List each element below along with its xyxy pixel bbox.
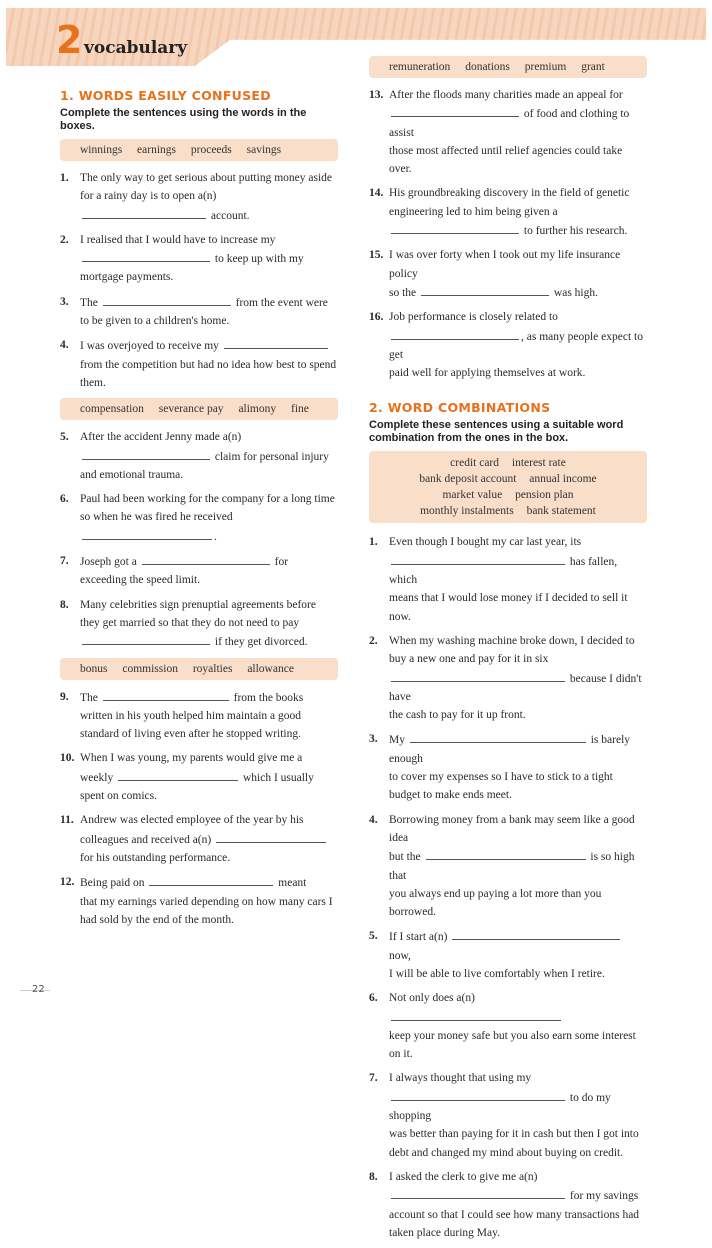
- answer-blank[interactable]: [391, 552, 565, 565]
- word-box-word: severance pay: [158, 403, 224, 416]
- section-1-instruction: Complete the sentences using the words in the boxes.: [60, 107, 307, 132]
- exercise-item: [60, 811, 338, 867]
- item-number: 3.: [60, 295, 69, 308]
- answer-blank[interactable]: [82, 632, 210, 645]
- item-number: 7.: [60, 555, 69, 568]
- item-text: I always thought that using my: [389, 1072, 532, 1085]
- word-box-word: compensation: [80, 403, 144, 416]
- answer-blank[interactable]: [410, 730, 586, 743]
- item-number: 7.: [369, 1072, 378, 1085]
- item-text: When my washing machine broke down, I decided to buy a new one and pay for it in six: [389, 634, 635, 666]
- word-box-word: monthly instalments: [420, 505, 514, 518]
- section-2-title: 2. WORD COMBINATIONS: [369, 400, 551, 416]
- item-text: spent on comics.: [80, 790, 157, 803]
- answer-blank[interactable]: [391, 327, 519, 340]
- exercise-item: [60, 231, 338, 287]
- item-text: My: [389, 734, 405, 747]
- unit-title: vocabulary: [84, 38, 188, 58]
- answer-blank[interactable]: [391, 1186, 565, 1199]
- exercise-item: [369, 632, 647, 724]
- item-number: 13.: [369, 89, 384, 101]
- item-text: I was over forty when I took out my life insurance policy: [389, 249, 621, 280]
- item-text: I realised that I would have to increase my: [80, 233, 276, 246]
- exercise-item: [60, 749, 338, 805]
- item-text: , as many people expect to get: [389, 330, 643, 361]
- item-number: 15.: [369, 249, 384, 262]
- item-number: 9.: [60, 690, 69, 703]
- item-number: 6.: [369, 992, 378, 1005]
- item-text: Borrowing money from a bank may seem like a good idea: [389, 813, 635, 844]
- exercise-item: [369, 184, 647, 240]
- exercise-item: [369, 730, 647, 804]
- section-2-instruction: Complete these sentences using a suitable word combination from the ones in the box.: [369, 419, 624, 445]
- word-box-2: [60, 398, 338, 420]
- item-text: because I didn't have: [389, 672, 642, 703]
- item-text: from the books: [233, 691, 304, 704]
- item-text: The: [80, 691, 98, 704]
- answer-blank[interactable]: [103, 293, 231, 306]
- item-text: His groundbreaking discovery in the field of genetic engineering led to him being given a: [389, 187, 630, 218]
- item-number: 6.: [60, 493, 69, 506]
- word-box-word: annual income: [529, 473, 597, 486]
- answer-blank[interactable]: [452, 927, 620, 940]
- item-text: Even though I bought my car last year, its: [389, 536, 582, 549]
- exercise-item: [60, 596, 338, 652]
- item-text: I was overjoyed to receive my: [80, 340, 219, 353]
- item-text: is barely enough: [389, 734, 631, 765]
- word-box-word: bank deposit account: [419, 473, 517, 486]
- word-box-word: grant: [581, 61, 605, 73]
- item-text: claim for personal injury: [214, 450, 329, 463]
- exercise-item: [60, 552, 338, 590]
- item-text: to further his research.: [523, 225, 628, 238]
- item-text: of food and clothing to assist: [389, 108, 630, 139]
- item-text: account so that I could see how many transactions had taken place during May.: [389, 1208, 640, 1239]
- item-number: 4.: [369, 813, 378, 826]
- word-box-word: royalties: [192, 662, 233, 675]
- item-text: meant: [278, 877, 307, 890]
- item-text: those most affected until relief agencies could take over.: [389, 144, 623, 176]
- item-number: 5.: [369, 930, 378, 943]
- word-box-word: bonus: [80, 662, 108, 675]
- answer-blank[interactable]: [142, 552, 270, 565]
- item-text: if they get divorced.: [214, 636, 308, 649]
- exercise-item: [369, 86, 647, 178]
- item-text: I will be able to live comfortably when I retire.: [389, 967, 605, 980]
- item-number: 11.: [60, 814, 74, 827]
- item-text: When I was young, my parents would give me a: [80, 752, 303, 765]
- exercise-item: [60, 490, 338, 546]
- item-text: keep your money safe but you also earn some interest on it.: [389, 1029, 636, 1061]
- item-text: exceeding the speed limit.: [80, 574, 201, 587]
- word-box-word: commission: [122, 662, 178, 675]
- item-number: 1.: [369, 536, 378, 549]
- item-text: If I start a(n): [389, 931, 448, 944]
- exercise-item: [369, 533, 647, 625]
- item-text: is so high that: [389, 851, 635, 882]
- item-text: weekly: [80, 771, 114, 784]
- item-text: for my savings: [569, 1190, 639, 1203]
- item-text: .: [214, 530, 217, 543]
- exercise-item: [369, 811, 647, 922]
- item-text: from the event were: [235, 296, 328, 309]
- item-number: 2.: [60, 233, 69, 246]
- word-box-word: savings: [246, 144, 282, 156]
- item-number: 4.: [60, 339, 69, 352]
- item-text: I asked the clerk to give me a(n): [389, 1170, 538, 1183]
- item-text: paid well for applying themselves at work.: [389, 367, 586, 380]
- item-text: Many celebrities sign prenuptial agreements before they get married so that they do not need to pay: [80, 598, 316, 629]
- word-box-word: pension plan: [515, 489, 574, 502]
- exercise-item: [60, 873, 338, 929]
- item-text: Not only does a(n): [389, 992, 475, 1005]
- page-number: 22: [32, 984, 45, 995]
- right-column: [369, 56, 647, 1248]
- item-text: but the: [389, 851, 421, 864]
- answer-blank[interactable]: [391, 221, 519, 234]
- item-text: that my earnings varied depending on how many cars I had sold by the end of the month.: [80, 895, 333, 926]
- answer-blank[interactable]: [216, 830, 326, 843]
- item-text: to be given to a children's home.: [80, 315, 230, 328]
- answer-blank[interactable]: [391, 1088, 565, 1101]
- item-text: means that I would lose money if I decided to sell it now.: [389, 592, 628, 623]
- item-text: for: [274, 556, 289, 569]
- answer-blank[interactable]: [391, 669, 565, 682]
- word-box-word: market value: [442, 489, 503, 502]
- unit-number: 2: [56, 18, 82, 62]
- exercise-item: [369, 989, 647, 1063]
- item-text: After the accident Jenny made a(n): [80, 431, 242, 444]
- word-box-word: allowance: [247, 662, 294, 675]
- item-text: After the floods many charities made an appeal for: [389, 89, 623, 101]
- word-box-word: earnings: [137, 144, 177, 156]
- item-text: The only way to get serious about putting money aside for a rainy day is to open a(n): [80, 172, 332, 203]
- exercise-item: [60, 336, 338, 392]
- item-number: 16.: [369, 311, 384, 324]
- item-number: 14.: [369, 187, 384, 200]
- answer-blank[interactable]: [391, 104, 519, 117]
- word-box-word: bank statement: [526, 505, 596, 518]
- item-text: which I usually: [242, 771, 314, 784]
- item-text: so the: [389, 286, 417, 299]
- answer-blank[interactable]: [82, 249, 210, 262]
- item-text: Paul had been working for the company for a long time so when he was fired he received: [80, 493, 335, 524]
- answer-blank[interactable]: [82, 206, 206, 219]
- item-text: was high.: [553, 286, 598, 299]
- item-text: you always end up paying a lot more than you borrowed.: [389, 887, 602, 919]
- answer-blank[interactable]: [149, 873, 273, 886]
- item-text: The: [80, 296, 98, 309]
- item-text: Andrew was elected employee of the year by his colleagues and received a(n): [80, 814, 304, 846]
- item-text: has fallen, which: [389, 555, 618, 587]
- word-box-1: [60, 139, 338, 161]
- answer-blank[interactable]: [118, 768, 238, 781]
- item-text: the cash to pay for it up front.: [389, 709, 526, 722]
- item-number: 8.: [369, 1170, 378, 1183]
- item-number: 5.: [60, 431, 69, 444]
- word-box-word: fine: [291, 403, 309, 416]
- word-box-4: [369, 56, 647, 78]
- item-number: 3.: [369, 733, 378, 746]
- exercise-item: [369, 308, 647, 382]
- answer-blank[interactable]: [421, 283, 549, 296]
- word-box-word: premium: [524, 61, 567, 73]
- answer-blank[interactable]: [391, 1008, 561, 1021]
- exercise-item: [60, 169, 338, 225]
- exercise-item: [369, 1168, 647, 1242]
- item-text: Joseph got a: [80, 556, 137, 569]
- item-text: and emotional trauma.: [80, 468, 184, 481]
- answer-blank[interactable]: [82, 527, 212, 540]
- item-text: to keep up with my: [214, 253, 304, 266]
- exercise-item: [369, 246, 647, 302]
- word-box-5: [369, 451, 647, 523]
- word-box-word: remuneration: [389, 61, 451, 73]
- answer-blank[interactable]: [82, 447, 210, 460]
- item-text: account.: [210, 209, 250, 222]
- left-column: [60, 88, 338, 935]
- word-box-word: credit card: [450, 457, 499, 470]
- word-box-word: proceeds: [190, 144, 232, 156]
- item-text: Job performance is closely related to: [389, 311, 558, 324]
- section-1-title: 1. WORDS EASILY CONFUSED: [60, 88, 271, 103]
- word-box-word: interest rate: [511, 457, 566, 470]
- item-number: 12.: [60, 876, 75, 889]
- word-box-word: donations: [465, 61, 510, 73]
- item-text: from the competition but had no idea how best to spend them.: [80, 358, 337, 389]
- exercise-item: [60, 428, 338, 484]
- item-text: mortgage payments.: [80, 271, 174, 284]
- item-text: was better than paying for it in cash but then I got into debt and changed my mind about buying on credit.: [389, 1128, 639, 1159]
- answer-blank[interactable]: [224, 336, 328, 349]
- item-number: 1.: [60, 172, 69, 184]
- item-text: to cover my expenses so I have to stick to a tight budget to make ends meet.: [389, 771, 613, 802]
- word-box-3: [60, 658, 338, 680]
- answer-blank[interactable]: [103, 688, 229, 701]
- item-text: for his outstanding performance.: [80, 851, 231, 864]
- exercise-item: [369, 1069, 647, 1161]
- item-number: 8.: [60, 598, 69, 611]
- word-box-word: alimony: [238, 403, 277, 416]
- item-number: 2.: [369, 634, 378, 647]
- item-text: written in his youth helped him maintain a good standard of living even after he stopped writing.: [80, 709, 302, 741]
- word-box-word: winnings: [80, 144, 123, 156]
- item-text: Being paid on: [80, 877, 145, 890]
- exercise-item: [60, 293, 338, 331]
- exercise-item: [369, 927, 647, 983]
- item-number: 10.: [60, 752, 75, 765]
- answer-blank[interactable]: [426, 847, 586, 860]
- exercise-item: [60, 688, 338, 744]
- item-text: now,: [389, 949, 411, 962]
- item-text: to do my shopping: [389, 1091, 611, 1123]
